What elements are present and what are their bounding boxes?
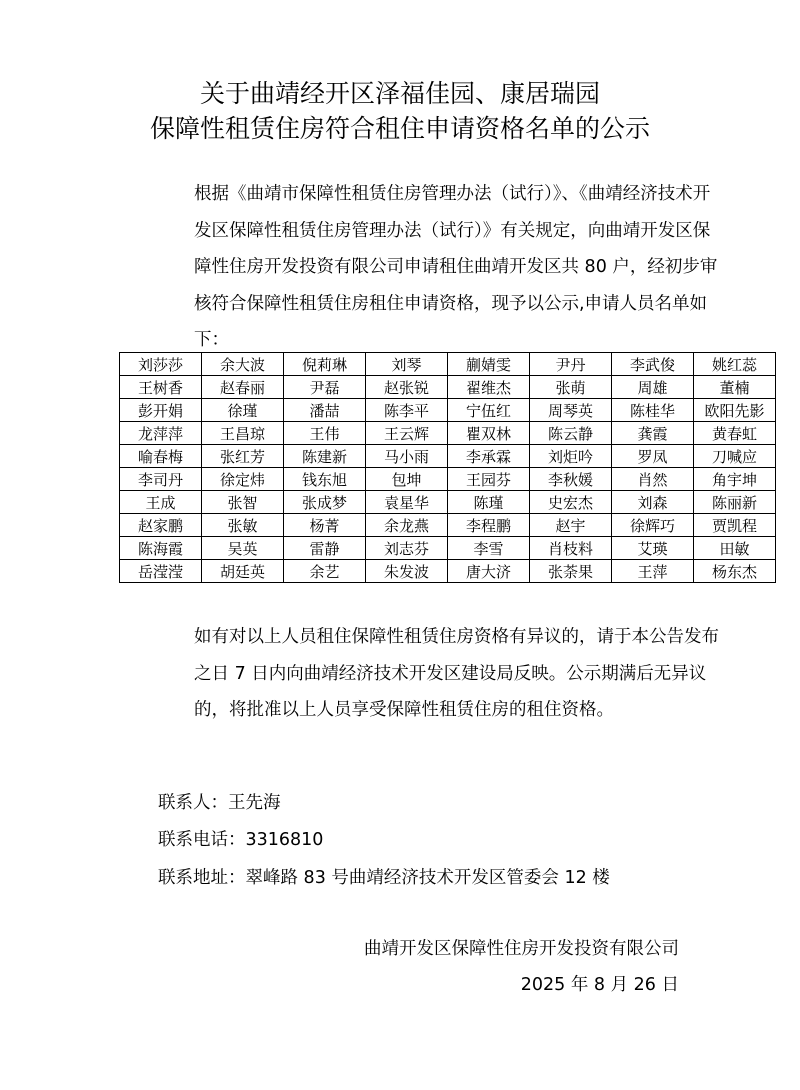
name-cell: 王萍	[612, 560, 694, 583]
name-cell: 刘志芬	[366, 537, 448, 560]
name-cell: 杨菁	[284, 514, 366, 537]
table-row	[120, 537, 776, 560]
name-cell: 董楠	[694, 376, 776, 399]
name-cell: 王园芬	[448, 468, 530, 491]
name-cell: 马小雨	[366, 445, 448, 468]
name-cell: 贾凯程	[694, 514, 776, 537]
name-cell: 王树香	[120, 376, 202, 399]
name-cell: 余龙燕	[366, 514, 448, 537]
issue-date: 2025 年 8 月 26 日	[520, 975, 679, 995]
table-row	[120, 445, 776, 468]
name-cell: 刘莎莎	[120, 353, 202, 376]
name-cell: 刘琴	[366, 353, 448, 376]
name-cell: 张敏	[202, 514, 284, 537]
name-cell: 黄春虹	[694, 422, 776, 445]
name-cell: 宁伍红	[448, 399, 530, 422]
name-cell: 张智	[202, 491, 284, 514]
name-cell: 张成梦	[284, 491, 366, 514]
name-cell: 肖枝料	[530, 537, 612, 560]
name-cell: 李雪	[448, 537, 530, 560]
name-cell: 喻春梅	[120, 445, 202, 468]
table-row	[120, 399, 776, 422]
table-row	[120, 353, 776, 376]
name-cell: 周琴英	[530, 399, 612, 422]
name-cell: 欧阳先影	[694, 399, 776, 422]
name-cell: 吴英	[202, 537, 284, 560]
contact-address: 联系地址：翠峰路 83 号曲靖经济技术开发区管委会 12 楼	[158, 868, 610, 888]
name-cell: 李武俊	[612, 353, 694, 376]
name-cell: 陈瑾	[448, 491, 530, 514]
name-cell: 李程鹏	[448, 514, 530, 537]
applicant-names-table	[119, 352, 776, 583]
table-row	[120, 514, 776, 537]
name-cell: 张红芳	[202, 445, 284, 468]
name-cell: 陈李平	[366, 399, 448, 422]
name-cell: 李秋媛	[530, 468, 612, 491]
contact-phone: 联系电话：3316810	[158, 830, 324, 850]
name-cell: 潘喆	[284, 399, 366, 422]
name-cell: 刘炬吟	[530, 445, 612, 468]
name-cell: 赵春丽	[202, 376, 284, 399]
name-cell: 张萌	[530, 376, 612, 399]
name-cell: 胡廷英	[202, 560, 284, 583]
name-cell: 李承霖	[448, 445, 530, 468]
table-row	[120, 560, 776, 583]
name-cell: 尹磊	[284, 376, 366, 399]
name-cell: 肖然	[612, 468, 694, 491]
name-cell: 岳滢滢	[120, 560, 202, 583]
name-cell: 钱东旭	[284, 468, 366, 491]
name-cell: 唐大济	[448, 560, 530, 583]
name-cell: 徐辉巧	[612, 514, 694, 537]
name-cell: 徐定炜	[202, 468, 284, 491]
table-row	[120, 491, 776, 514]
name-cell: 倪莉琳	[284, 353, 366, 376]
name-cell: 赵家鹏	[120, 514, 202, 537]
name-cell: 袁星华	[366, 491, 448, 514]
name-cell: 田敏	[694, 537, 776, 560]
name-cell: 陈建新	[284, 445, 366, 468]
name-cell: 龚霞	[612, 422, 694, 445]
name-cell: 余大波	[202, 353, 284, 376]
name-cell: 蒯婧雯	[448, 353, 530, 376]
name-cell: 徐瑾	[202, 399, 284, 422]
name-cell: 罗凤	[612, 445, 694, 468]
name-cell: 史宏杰	[530, 491, 612, 514]
table-row	[120, 422, 776, 445]
notice-title-line1: 关于曲靖经开区泽福佳园、康居瑞园	[199, 79, 600, 108]
name-cell: 王伟	[284, 422, 366, 445]
name-cell: 姚红蕊	[694, 353, 776, 376]
name-cell: 陈云静	[530, 422, 612, 445]
name-cell: 尹丹	[530, 353, 612, 376]
name-cell: 翟维杰	[448, 376, 530, 399]
name-cell: 陈丽新	[694, 491, 776, 514]
name-cell: 刘森	[612, 491, 694, 514]
contact-person: 联系人：王先海	[158, 793, 281, 813]
name-cell: 角宇坤	[694, 468, 776, 491]
name-cell: 李司丹	[120, 468, 202, 491]
table-row	[120, 468, 776, 491]
name-cell: 雷静	[284, 537, 366, 560]
table-row	[120, 376, 776, 399]
notice-title-line2: 保障性租赁住房符合租住申请资格名单的公示	[149, 114, 650, 143]
name-cell: 杨东杰	[694, 560, 776, 583]
name-cell: 龙萍萍	[120, 422, 202, 445]
issuer-organization: 曲靖开发区保障性住房开发投资有限公司	[364, 939, 679, 959]
name-cell: 包坤	[366, 468, 448, 491]
name-cell: 陈桂华	[612, 399, 694, 422]
name-cell: 艾瑛	[612, 537, 694, 560]
name-cell: 张荼果	[530, 560, 612, 583]
intro-paragraph: 根据《曲靖市保障性租赁住房管理办法（试行）》、《曲靖经济技术开发区保障性租赁住房管理办法（试行）》有关规定，向曲靖开发区保障性住房开发投资有限公司申请租住曲靖开发区共 80 户，经初步审核符合保障性租赁住房租住申请资格，现予以公示,申请人员名单如下：	[194, 184, 718, 350]
name-cell: 朱发波	[366, 560, 448, 583]
name-cell: 余艺	[284, 560, 366, 583]
name-cell: 周雄	[612, 376, 694, 399]
name-cell: 彭开娟	[120, 399, 202, 422]
name-cell: 王昌琼	[202, 422, 284, 445]
name-cell: 赵张锐	[366, 376, 448, 399]
name-cell: 瞿双林	[448, 422, 530, 445]
objection-paragraph: 如有对以上人员租住保障性租赁住房资格有异议的，请于本公告发布之日 7 日内向曲靖经济技术开发区建设局反映。公示期满后无异议的，将批准以上人员享受保障性租赁住房的租住资格。	[194, 627, 719, 720]
name-cell: 陈海霞	[120, 537, 202, 560]
name-cell: 赵宇	[530, 514, 612, 537]
name-cell: 王云辉	[366, 422, 448, 445]
name-cell: 刀喊应	[694, 445, 776, 468]
name-cell: 王成	[120, 491, 202, 514]
